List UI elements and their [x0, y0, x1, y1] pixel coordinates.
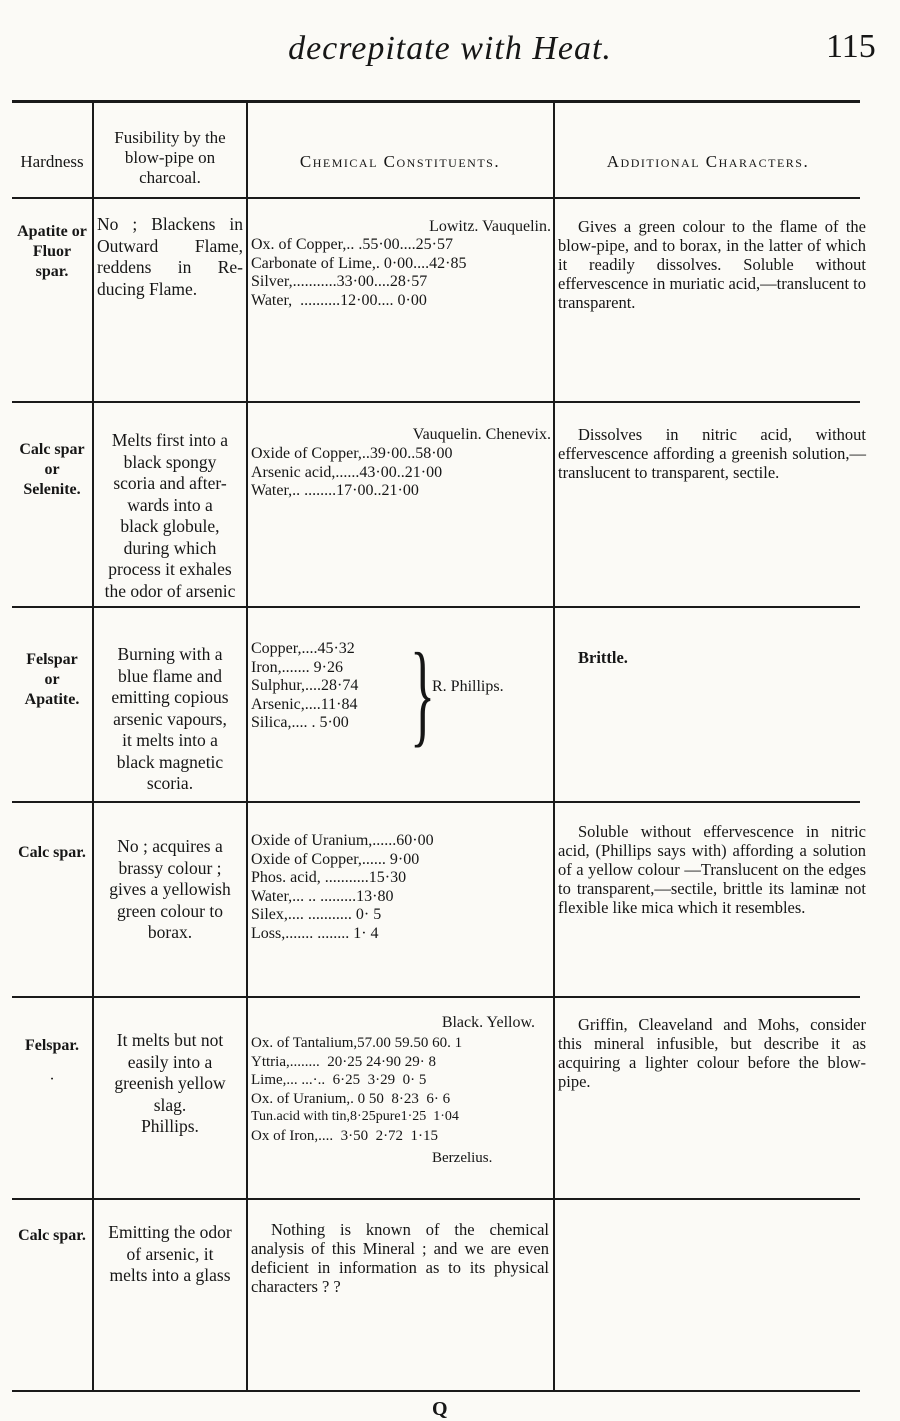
fusibility-line: black spongy [123, 451, 217, 472]
hardness-line: Felspar. [24, 1037, 80, 1054]
row1-fusibility: No ; Blackens in Outward Flame, reddens in Re-ducing Flame. [97, 214, 243, 299]
chem-line: Arsenic,....11·84 [251, 695, 358, 713]
row-rule [12, 1198, 860, 1200]
fusibility-line: wards into a [127, 494, 213, 515]
fusibility-line: Burning with a [117, 644, 223, 664]
col-head-fusibility-line: blow-pipe on [124, 148, 216, 167]
row3-chem-attribution: R. Phillips. [432, 678, 504, 695]
fusibility-line: borax. [147, 922, 193, 942]
fusibility-line: scoria. [146, 773, 194, 793]
col-head-fusibility-line: charcoal. [139, 168, 201, 187]
fusibility-line: black magnetic [116, 751, 224, 772]
row6-fusibility [95, 1222, 245, 1287]
chem-line: Oxide of Copper,...... 9·00 [251, 850, 420, 868]
row-rule [12, 801, 860, 803]
fusibility-line: emitting copious [111, 687, 229, 707]
chem-line: Water,.. ........17·00..21·00 [251, 482, 419, 499]
col-head-fusibility-line: Fusibility by the [114, 128, 226, 147]
row4-hardness [12, 843, 92, 863]
fusibility-line: slag. [153, 1094, 187, 1115]
hardness-line: Fluor [32, 243, 72, 260]
fusibility-line: the odor of arsenic [104, 580, 236, 601]
bottom-rule [12, 1390, 860, 1392]
row3-chem-table [251, 640, 421, 733]
hardness-line: Calc spar [19, 441, 85, 458]
chem-line: Ox. of Tantalium,57.00 59.50 60. 1 [251, 1035, 463, 1051]
fusibility-line: Phillips. [141, 1116, 199, 1136]
row2-additional: Dissolves in nitric acid, without effervescence affording a greenish solution,—translucent to transparent, sectile. [558, 425, 866, 482]
chem-line: Silica,.... . 5·00 [251, 714, 349, 731]
col-head-additional: Additional Characters. [606, 152, 810, 171]
col-head-chemical: Chemical Constituents. [299, 152, 501, 171]
row1-additional: Gives a green colour to the flame of the blow-pipe, and to borax, in the latter of which it readily dissolves. Soluble without effervescence in muriatic acid,—translucent to transparent. [558, 217, 867, 312]
row2-chem-table [251, 445, 551, 501]
hardness-line: or [44, 461, 60, 478]
chem-line: Arsenic acid,......43·00..21·00 [251, 463, 443, 481]
row5-fusibility [95, 1030, 245, 1138]
fusibility-line: green colour to [117, 900, 223, 921]
fusibility-line: black globule, [120, 516, 220, 536]
fusibility-line: Melts first into a [111, 430, 229, 450]
hardness-line: Calc spar. [18, 1227, 86, 1244]
row5-chem-table [251, 1034, 556, 1145]
chem-line: Ox of Iron,.... 3·50 2·72 1·15 [251, 1127, 439, 1144]
header-rule [12, 197, 860, 199]
hardness-line: Calc spar. [18, 844, 86, 861]
row-rule [12, 996, 860, 998]
fusibility-line: gives a yellowish [109, 879, 231, 899]
hardness-line: Selenite. [23, 481, 81, 498]
fusibility-line: easily into a [127, 1051, 213, 1072]
chem-line: Yttria,........ 20·25 24·90 29· 8 [251, 1053, 436, 1070]
hardness-line: Felspar [26, 651, 78, 668]
row3-fusibility [95, 644, 245, 795]
chem-line: Ox. of Copper,.. .55·00....25·57 [251, 236, 453, 253]
hardness-line: · [49, 1071, 55, 1088]
chem-line: Silex,.... ........... 0· 5 [251, 906, 382, 923]
chem-line: Silver,...........33·00....28·57 [251, 273, 428, 290]
column-divider [246, 102, 248, 1392]
row6-hardness [12, 1226, 92, 1246]
chem-line: Loss,....... ........ 1· 4 [251, 924, 379, 942]
row5-additional: Griffin, Cleaveland and Mohs, consider this mineral infusible, but describe it as acquiring a lighter colour before the blow-pipe. [558, 1015, 866, 1091]
row3-additional: Brittle. [578, 648, 628, 667]
fusibility-line: scoria and after- [113, 473, 227, 493]
col-head-hardness: Hardness [20, 152, 84, 171]
fusibility-line: during which [123, 537, 217, 558]
page-number: 115 [826, 28, 876, 65]
fusibility-line: melts into a glass [109, 1265, 231, 1285]
row5-chem-authors: Black. Yellow. [441, 1014, 551, 1031]
row5-chem-attribution: Berzelius. [432, 1150, 493, 1166]
row4-additional: Soluble without effervescence in nitric acid, (Phillips says with) affording a solution of a yellow colour —Translucent on the edges to transparent,—sectile, brittle its laminæ not flexible like mica which it resembles. [558, 822, 866, 917]
hardness-line: Apatite or [17, 223, 87, 240]
chem-line: Carbonate of Lime,. 0·00....42·85 [251, 254, 467, 272]
row1-chem-authors: Lowitz. Vauquelin. [429, 218, 551, 235]
chem-line: Phos. acid, ...........15·30 [251, 869, 407, 886]
chem-line: Oxide of Copper,..39·00..58·00 [251, 445, 453, 462]
row-rule [12, 401, 860, 403]
fusibility-line: blue flame and [118, 665, 222, 686]
hardness-line: or [44, 671, 60, 688]
row4-fusibility [95, 836, 245, 944]
row2-fusibility [95, 430, 245, 602]
chem-line: Copper,....45·32 [251, 640, 355, 657]
chem-line: Ox. of Uranium,. 0 50 8·23 6· 6 [251, 1090, 451, 1107]
hardness-line: Apatite. [24, 691, 80, 708]
row-rule [12, 606, 860, 608]
chem-line: Water, ..........12·00.... 0·00 [251, 291, 427, 309]
column-divider [92, 102, 94, 1392]
col-head-fusibility [95, 128, 245, 188]
fusibility-line: arsenic vapours, [113, 708, 227, 729]
row5-hardness [12, 1036, 92, 1090]
fusibility-line: No ; acquires a [117, 836, 223, 856]
signature-mark: Q [432, 1398, 448, 1420]
row2-hardness [12, 440, 92, 500]
chem-line: Water,... .. .........13·80 [251, 887, 394, 905]
row1-chem-table [251, 236, 551, 310]
chem-line: Iron,....... 9·26 [251, 658, 343, 676]
fusibility-line: of arsenic, it [126, 1243, 214, 1264]
chem-line: Sulphur,....28·74 [251, 677, 359, 694]
top-rule [12, 100, 860, 103]
fusibility-line: Emitting the odor [108, 1222, 232, 1242]
fusibility-line: brassy colour ; [118, 857, 222, 878]
fusibility-line: greenish yellow [114, 1073, 226, 1093]
chem-line: Oxide of Uranium,......60·00 [251, 832, 434, 849]
chem-line: Tun.acid with tin,8·25pure1·25 1·04 [251, 1109, 459, 1124]
column-divider [553, 102, 555, 1392]
row2-chem-authors: Vauquelin. Chenevix. [412, 426, 551, 443]
fusibility-line: It melts but not [116, 1030, 224, 1050]
hardness-line: spar. [35, 263, 69, 280]
row3-hardness [12, 650, 92, 710]
curly-brace: } [410, 630, 436, 758]
fusibility-line: process it exhales [108, 559, 232, 579]
running-title: decrepitate with Heat. [288, 30, 612, 67]
row1-hardness [12, 222, 92, 282]
fusibility-line: it melts into a [122, 730, 218, 750]
chem-line: Lime,... ...·.. 6·25 3·29 0· 5 [251, 1072, 427, 1088]
row6-chemical-note: Nothing is known of the chemical analysis of this Mineral ; and we are even deficient in information as to its physical characters ? ? [251, 1220, 549, 1296]
row4-chem-table [251, 832, 551, 943]
